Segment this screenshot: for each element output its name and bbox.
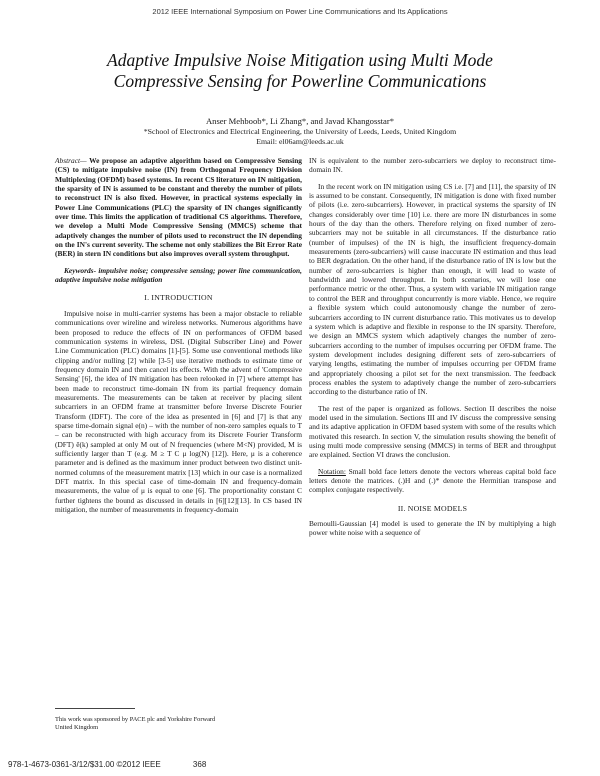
notation-label: Notation: xyxy=(318,466,346,476)
right-paragraph-1: In the recent work on IN mitigation using CS i.e. [7] and [11], the sparsity of IN is assumed to be constant. Consequently, IN mitigation is done with fixed number of pilots (i.e. zero-subcarriers). However, in practical systems the sparsity of IN changes considerably over time [10] i.e. there are more IN disturbances in some hours of the day than the others. Therefore relying on fixed number of zero-subcarriers may not be suitable in all circumstances. If the disturbance ratio (number of impulses) of the IN is high, the insufficient frequency-domain measurements (zero-subcarriers) will cause inaccurate IN estimation and thus lead to BER degradation. On the other hand, if the disturbance ratio of IN is low but the number of zero-subcarriers is higher than enough, it will lead to waste of bandwidth and lowered throughput. In both scenarios, we will lose one performance metric or the other. Thus, a system with variable IN mitigation range to control the BER and throughput concurrently is more viable. Hence, we require a flexible system which could autonomously change the number of zero-subcarriers according to IN current disturbance ratio. This motivates us to develop a system which is adaptive and flexible in response to the IN sparsity. Therefore, we design an MMCS system which adaptively changes the number of zero-subcarriers according to the number of impulses occurring per OFDM frame. The system development includes designing different sets of zero-subcarriers of varying lengths, estimating the number of impulses occurring per OFDM frame and appropriately choosing a pilot set for the next transmission. The feedback process enables the system to adaptively change the number of zero-subcarriers according to the disturbance ratio of IN. xyxy=(309,181,556,397)
left-column xyxy=(55,156,302,521)
page-footer xyxy=(8,760,428,769)
page-number: 368 xyxy=(192,760,207,769)
keywords-label: Keywords- xyxy=(64,265,97,275)
abstract-label: Abstract— xyxy=(55,156,87,165)
authors: Anser Mehboob*, Li Zhang*, and Javad Khangosstar* xyxy=(205,116,395,126)
right-paragraph-0: IN is equivalent to the number zero-subcarriers we deploy to reconstruct time-domain IN. xyxy=(309,156,556,175)
paper-title xyxy=(30,50,570,92)
abstract-text: We propose an adaptive algorithm based on Compressive Sensing (CS) to mitigate impulsive noise (IN) from Orthogonal Frequency Division Multiplexing (OFDM) based systems. In recent CS literature on IN mitigation, the sparsity of IN is assumed to be constant and thereby the number of pilots to reconstruct IN is also fixed. However, in practical systems especially in Power Line Communications (PLC) the sparsity of IN changes significantly over time. This limits the application of traditional CS algorithms. Therefore, we develop a Multi Mode Compressive Sensing (MMCS) scheme that adaptively changes the number of pilots used to reconstruct the IN depending on the IN's current severity. The scheme not only stabilizes the Bit Error Rate (BER) in stern IN conditions but also improves overall system throughput. xyxy=(55,156,302,259)
footnote xyxy=(55,716,305,732)
keywords-text: impulsive noise; compressive sensing; power line communication, adaptive impulsive noise mitigation xyxy=(55,265,302,285)
abstract xyxy=(55,156,302,259)
right-column xyxy=(309,156,556,545)
footnote-line-1: This work was sponsored by PACE plc and Yorkshire Forward xyxy=(55,716,216,723)
noise-paragraph: Bernoulli-Gaussian [4] model is used to generate the IN by multiplying a high power white noise with a sequence of xyxy=(309,519,556,538)
title-line-2: Compressive Sensing for Powerline Communications xyxy=(113,71,487,91)
conference-header: 2012 IEEE International Symposium on Power Line Communications and Its Applications xyxy=(152,7,448,16)
keywords xyxy=(55,266,302,285)
notation-text: Small bold face letters denote the vectors whereas capital bold face letters denote the matrices. (.)H and (.)* denote the Hermitian transpose and complex conjugate respectively. xyxy=(309,466,556,495)
footnote-divider xyxy=(55,708,135,709)
notation-paragraph xyxy=(309,467,556,495)
title-line-1: Adaptive Impulsive Noise Mitigation using Multi Mode xyxy=(107,50,493,70)
email: Email: el06am@leeds.ac.uk xyxy=(256,137,344,146)
isbn: 978-1-4673-0361-3/12/$31.00 ©2012 IEEE xyxy=(8,760,161,769)
affiliation-block xyxy=(0,127,600,147)
section-heading-introduction: I. INTRODUCTION xyxy=(144,293,213,303)
footnote-line-2: United Kingdom xyxy=(55,724,99,731)
intro-paragraph: Impulsive noise in multi-carrier systems has been a major obstacle to reliable communications over wireline and wireless networks. Numerous algorithms have been proposed to reduce the effects of IN on performances of OFDM based communication systems in wireless, DSL (Digital Subscriber Line) and Power Line Communication (PLC) domains [1]-[5]. Some use conventional methods like clipping and/or nulling [2] while [3-5] use iterative methods to estimate time or frequency domain IN and then cancel its effects. With the advent of 'Compressive Sensing' [6], the idea of IN mitigation has been relooked in [7] where attempt has been made to reconstruct time-domain IN from its partial frequency domain measurements. The measurements can be taken at receiver by placing silent subcarriers in an OFDM frame at transmitter before Inverse Discrete Fourier Transform (IDFT). The core of the idea as presented in [6] and [7] is that any sparse time-domain signal e(n) – with the number of non-zero samples equals to T – can be reconstructed with high accuracy from its Discrete Fourier Transform (DFT) ẽ(k) sampled at only M out of N frequencies (where M<N) provided, M is sufficiently larger than T (e.g. M ≥ T C μ log(N) [12]). Here, μ is a coherence parameter and is defined as the maximum inner product between two distinct unit-normed columns of the measurement matrix [13] which in our case is a normalized DFT matrix. In this special case of time-domain IN and frequency-domain measurements, the value of μ is equal to one [6]. The proportionality constant C further tightens the bound as discussed in details in [6][12][13]. In CS based IN mitigation, the number of measurements in frequency-domain xyxy=(55,308,302,515)
section-heading-noise-models: II. NOISE MODELS xyxy=(397,503,468,513)
right-paragraph-2: The rest of the paper is organized as follows. Section II describes the noise model used in the simulation. Sections III and IV discuss the compressive sensing and its adaptive application in OFDM based system with some of the results which motivated this research. In section V, the simulation results showing the benefit of using multi mode compressive sensing (MMCS) in terms of BER and throughput are explained. Section VI draws the conclusion. xyxy=(309,403,556,460)
affiliation: *School of Electronics and Electrical Engineering, the University of Leeds, Leeds, United Kingdom xyxy=(143,127,457,136)
